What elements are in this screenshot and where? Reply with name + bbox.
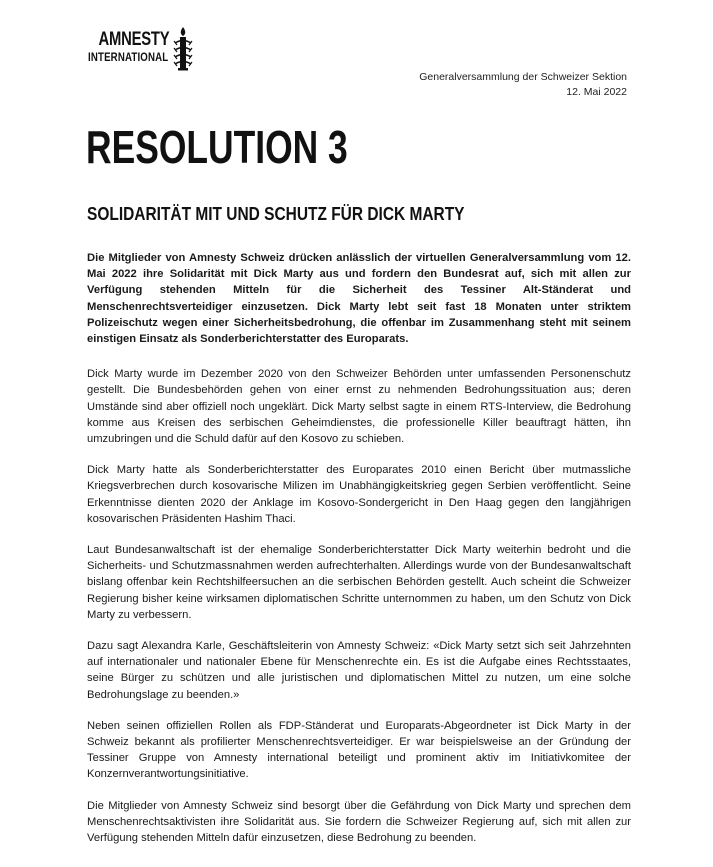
lead-paragraph: Die Mitglieder von Amnesty Schweiz drücken anlässlich der virtuellen Generalversammlung vom 12. Mai 2022 ihre Solidarität mit Dick Marty aus und fordern den Bundesrat auf, sich mit allen zur Verfügung stehenden Mitteln für die Sicherheit des Tessiner Alt-Ständerat und Menschenrechtsverteidiger einzusetzen. Dick Marty lebt seit fast 18 Monaten unter striktem Polizeischutz wegen einer Sicherheitsbedrohung, die offenbar im Zusammenhang steht mit seinem einstigen Einsatz als Sonderberichterstatter des Europarats. [87, 252, 631, 346]
body-paragraph: Dazu sagt Alexandra Karle, Geschäftsleiterin von Amnesty Schweiz: «Dick Marty setzt sich seit Jahrzehnten auf internationaler und nationaler Ebene für Menschenrechte ein. Es ist die Aufgabe eines Rechtsstaates, seine Bürger zu schützen und alle juristischen und diplomatischen Mittel zu nutzen, um eine solche Bedrohungslage zu beenden.» [87, 640, 631, 701]
body-paragraph: Neben seinen offiziellen Rollen als FDP-Ständerat und Europarats-Abgeordneter ist Dick Marty in der Schweiz bekannt als profilierter Menschenrechtsverteidiger. Er war beispielsweise an der Gründung der Tessiner Gruppe von Amnesty international beteiligt und prominent aktiv im Initiativkomitee der Konzernverantwortungsinitiative. [87, 719, 631, 781]
logo-line-amnesty: AMNESTY [98, 29, 170, 50]
body-paragraph: Laut Bundesanwaltschaft ist der ehemalige Sonderberichterstatter Dick Marty weiterhin bedroht und die Sicherheits- und Schutzmassnahmen werden aufrechterhalten. Allerdings wurde von der Bundesanwaltschaft bislang offenbar kein Rechtshilfeersuchen an die serbischen Behörden gestellt. Auch scheint die Schweizer Regierung bisher keine wirksamen diplomatischen Schritte unternommen zu haben, um den Schutz von Dick Marty zu verbessern. [87, 544, 631, 621]
meta-date: 12. Mai 2022 [566, 86, 627, 98]
meta-event: Generalversammlung der Schweizer Sektion [419, 71, 627, 83]
body-text [87, 250, 631, 861]
logo-wordmark [88, 30, 184, 65]
logo-line-international: INTERNATIONAL [88, 52, 169, 64]
body-paragraph: Dick Marty wurde im Dezember 2020 von den Schweizer Behörden unter umfassenden Personenschutz gestellt. Die Bundesbehörden gehen von einer ernst zu nehmenden Bedrohungssituation aus; deren Umstände sind aber offiziell noch ungeklärt. Dick Marty selbst sagte in einem RTS-Interview, die Bedrohung komme aus Kreisen des serbischen Geheimdienstes, die professionelle Killer beauftragt hätten, ihn umzubringen und die Schuld dafür auf den Kosovo zu schieben. [87, 368, 631, 446]
document-meta [419, 70, 627, 100]
candle-barbed-wire-icon [172, 26, 194, 72]
page-subtitle: SOLIDARITÄT MIT UND SCHUTZ FÜR DICK MARTY [87, 204, 465, 224]
page-title: RESOLUTION 3 [86, 121, 348, 173]
body-paragraph: Die Mitglieder von Amnesty Schweiz sind besorgt über die Gefährdung von Dick Marty und sprechen dem Menschenrechtsaktivisten ihre Solidarität aus. Sie fordern die Schweizer Regierung auf, sich mit allen zur Verfügung stehenden Mitteln dafür einzusetzen, diese Bedrohung zu beenden. [87, 799, 631, 845]
body-paragraph: Dick Marty hatte als Sonderberichterstatter des Europarates 2010 einen Bericht über mutmassliche Kriegsverbrechen durch kosovarische Milizen im Unabhängigkeitskrieg gegen Serbien veröffentlicht. Seine Erkenntnisse dienten 2020 der Anklage im Kosovo-Sondergericht in Den Haag gegen den langjährigen kosovarischen Präsidenten Hashim Thaci. [87, 464, 631, 525]
